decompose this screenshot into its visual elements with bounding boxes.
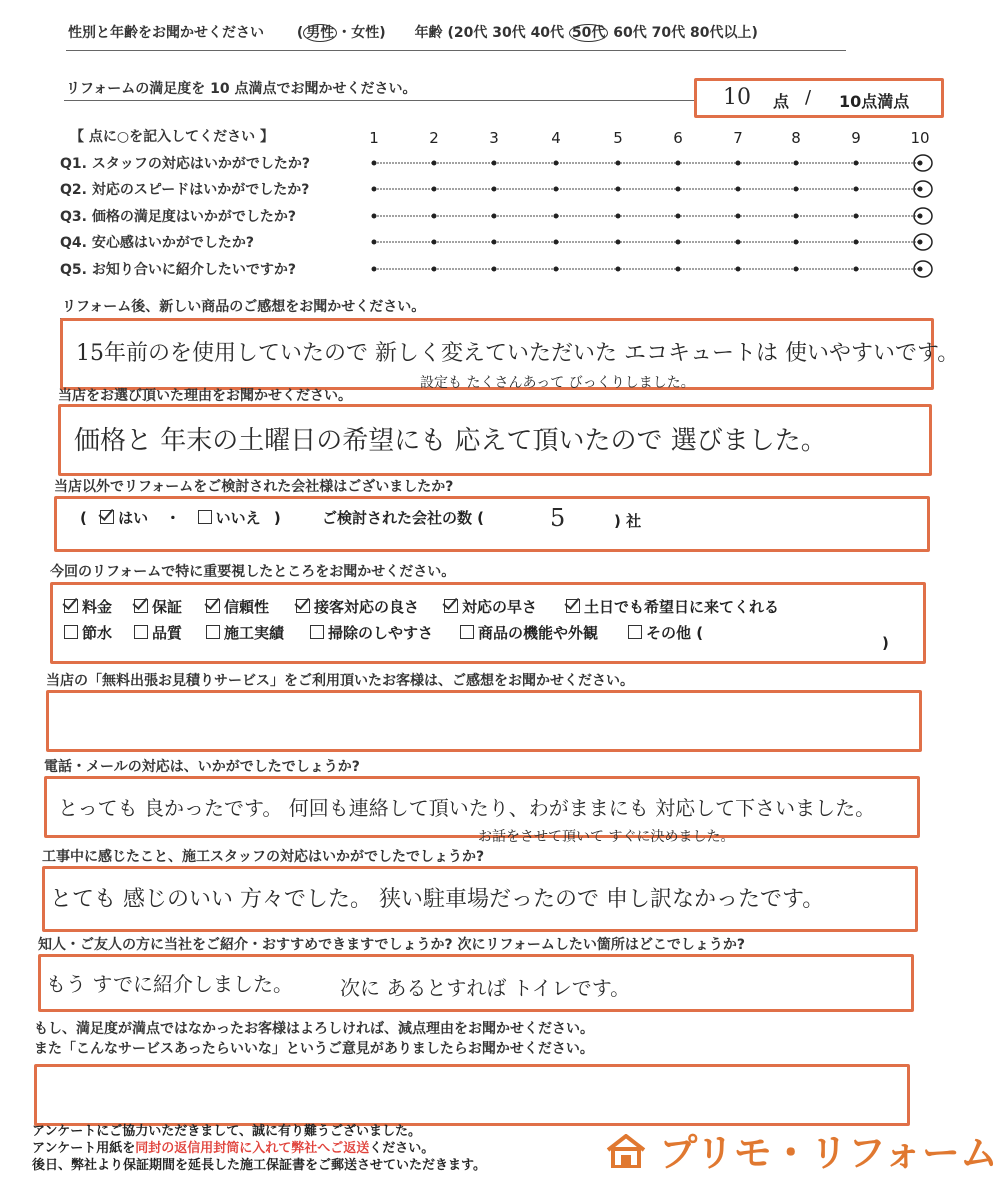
- scale-instruction: 【 点に○を記入してください 】: [70, 129, 274, 145]
- reason-answer: 価格と 年末の土曜日の希望にも 応えて頂いたので 選びました。: [74, 426, 827, 456]
- recommend-question: 知人・ご友人の方に当社をご紹介・おすすめできますでしょうか? 次にリフォームしたい箇所はどこでしょうか?: [38, 937, 745, 953]
- scale-number-5: 5: [613, 129, 623, 147]
- scale-number-7: 7: [733, 129, 743, 147]
- footer-row2-pre: アンケート用紙を: [32, 1141, 136, 1156]
- scale-point-q5-2[interactable]: [432, 267, 437, 272]
- scale-point-q2-5[interactable]: [616, 187, 621, 192]
- other-companies-question: 当店以外でリフォームをご検討された会社様はございましたか?: [54, 479, 454, 495]
- age-option-70[interactable]: 70代: [651, 25, 686, 41]
- checkbox-priority-row1-item-3[interactable]: [206, 599, 220, 613]
- scale-selected-circle-q4: [914, 234, 932, 250]
- scale-point-q2-3[interactable]: [492, 187, 497, 192]
- scale-point-q5-3[interactable]: [492, 267, 497, 272]
- priority-row2-item-5[interactable]: [460, 622, 598, 643]
- scale-point-q2-8[interactable]: [794, 187, 799, 192]
- priorities-question: 今回のリフォームで特に重要視したところをお聞かせください。: [50, 564, 456, 580]
- scale-point-q2-4[interactable]: [554, 187, 559, 192]
- scale-number-2: 2: [429, 129, 439, 147]
- scale-number-6: 6: [673, 129, 683, 147]
- scale-point-q3-3[interactable]: [492, 214, 497, 219]
- scale-point-q1-1[interactable]: [372, 161, 377, 166]
- scale-point-q5-1[interactable]: [372, 267, 377, 272]
- scale-point-q4-8[interactable]: [794, 240, 799, 245]
- age-option-30[interactable]: 30代: [492, 25, 526, 41]
- scale-point-q3-7[interactable]: [736, 214, 741, 219]
- phone-mail-answer-line2: お話をさせて頂いて すぐに決めました。: [478, 829, 735, 845]
- age-option-20[interactable]: (20代: [447, 25, 488, 41]
- scale-point-q5-7[interactable]: [736, 267, 741, 272]
- company-count-value[interactable]: 5: [550, 504, 566, 532]
- other-companies-yes[interactable]: はい: [100, 509, 148, 527]
- priority-row1-item-1[interactable]: [64, 596, 112, 617]
- satisfaction-max-label: 10点満点: [839, 92, 910, 111]
- scale-point-q4-3[interactable]: [492, 240, 497, 245]
- gender-option-male[interactable]: 男性: [303, 24, 337, 42]
- priority-row1-item-label-3: 信頼性: [224, 598, 270, 616]
- improvement-question-line2: また「こんなサービスあったらいいな」というご意見がありましたらお聞かせください。: [34, 1041, 594, 1057]
- priority-row1-item-label-1: 料金: [82, 598, 113, 616]
- phone-mail-answer-line1: とっても 良かったです。 何回も連絡して頂いたり、わがままにも 対応して下さいました。: [58, 796, 876, 820]
- priority-row1-item-label-2: 保証: [152, 598, 183, 616]
- scale-point-q4-2[interactable]: [432, 240, 437, 245]
- scale-point-q3-2[interactable]: [432, 214, 437, 219]
- scale-point-q2-10[interactable]: [918, 187, 923, 192]
- scale-point-q3-1[interactable]: [372, 214, 377, 219]
- checkbox-no[interactable]: [198, 510, 212, 524]
- gender-open-paren: (: [296, 25, 304, 41]
- other-companies-close: ): [273, 509, 281, 527]
- checkbox-priority-row2-item-6[interactable]: [628, 625, 642, 639]
- recommend-answer-b: 次に あるとすれば トイレです。: [340, 976, 631, 1000]
- satisfaction-slash: /: [805, 87, 812, 108]
- scale-point-q2-7[interactable]: [736, 187, 741, 192]
- gender-age-label: 性別と年齢をお聞かせください: [68, 25, 264, 41]
- company-count-suffix: ) 社: [614, 512, 642, 530]
- satisfaction-question: リフォームの満足度を 10 点満点でお聞かせください。: [66, 81, 417, 97]
- rating-scales[interactable]: [0, 0, 1000, 300]
- priority-row2-item-3[interactable]: [206, 622, 284, 643]
- priority-row2-item-6[interactable]: [628, 622, 703, 643]
- priority-row1-item-5[interactable]: [444, 596, 537, 617]
- scale-point-q3-5[interactable]: [616, 214, 621, 219]
- scale-point-q1-9[interactable]: [854, 161, 859, 166]
- footer-row2-red: 同封の返信用封筒に入れて弊社へご返送: [135, 1141, 370, 1156]
- scale-point-q1-10[interactable]: [918, 161, 923, 166]
- priority-row2-item-label-3: 施工実績: [224, 624, 285, 642]
- footer-line1: アンケートにご協力いただきまして、誠に有り難うございました。: [32, 1124, 421, 1139]
- gender-option-female[interactable]: 女性: [351, 25, 380, 41]
- reason-question: 当店をお選び頂いた理由をお聞かせください。: [58, 388, 352, 404]
- age-option-80[interactable]: 80代以上): [690, 25, 758, 41]
- scale-point-q3-8[interactable]: [794, 214, 799, 219]
- scale-selected-circle-q1: [914, 155, 932, 171]
- checkbox-priority-row2-item-5[interactable]: [460, 625, 474, 639]
- scale-point-q5-6[interactable]: [676, 267, 681, 272]
- scale-point-q4-6[interactable]: [676, 240, 681, 245]
- satisfaction-unit: 点: [773, 92, 790, 111]
- priority-row1-item-label-6: 土日でも希望日に来てくれる: [584, 598, 780, 616]
- scale-number-1: 1: [369, 129, 379, 147]
- scale-point-q5-5[interactable]: [616, 267, 621, 272]
- priority-row2-item-2[interactable]: [134, 622, 182, 643]
- priority-row1-item-2[interactable]: [134, 596, 182, 617]
- footer-row3-display: 後日、弊社より保証期間を延長した施工保証書をご郵送させていただきます。: [32, 1158, 486, 1173]
- scale-point-q1-5[interactable]: [616, 161, 621, 166]
- checkbox-priority-row1-item-6[interactable]: [566, 599, 580, 613]
- priority-row2-item-1[interactable]: [64, 622, 112, 643]
- recommend-answer-a: もう すでに紹介しました。: [46, 972, 293, 996]
- scale-point-q1-3[interactable]: [492, 161, 497, 166]
- other-companies-open: (: [80, 509, 87, 527]
- checkbox-priority-row2-item-1[interactable]: [64, 625, 78, 639]
- footer-row2-post: ください。: [369, 1141, 435, 1156]
- scale-question-q3: Q3. 価格の満足度はいかがでしたか?: [60, 209, 296, 225]
- improvement-answer-box[interactable]: [34, 1064, 910, 1126]
- scale-point-q4-7[interactable]: [736, 240, 741, 245]
- scale-point-q5-4[interactable]: [554, 267, 559, 272]
- scale-point-q4-9[interactable]: [854, 240, 859, 245]
- priority-row2-item-label-2: 品質: [152, 624, 183, 642]
- scale-question-q5: Q5. お知り合いに紹介したいですか?: [60, 262, 296, 278]
- priority-row1-item-label-5: 対応の早さ: [462, 598, 538, 616]
- other-companies-options: [80, 507, 484, 528]
- priority-other-close: ): [882, 634, 889, 652]
- priority-row1-item-6[interactable]: [566, 596, 779, 617]
- new-product-question: リフォーム後、新しい商品のご感想をお聞かせください。: [62, 299, 426, 315]
- priority-row1-item-4[interactable]: [296, 596, 419, 617]
- checkbox-yes[interactable]: [100, 510, 114, 524]
- improvement-question-line1: もし、満足度が満点ではなかったお客様はよろしければ、減点理由をお聞かせください。: [34, 1021, 594, 1037]
- scale-number-3: 3: [489, 129, 499, 147]
- checkbox-priority-row2-item-2[interactable]: [134, 625, 148, 639]
- scale-point-q1-6[interactable]: [676, 161, 681, 166]
- priority-row2-item-label-1: 節水: [82, 624, 113, 642]
- scale-number-9: 9: [851, 129, 861, 147]
- scale-point-q1-8[interactable]: [794, 161, 799, 166]
- checkbox-priority-row2-item-3[interactable]: [206, 625, 220, 639]
- house-icon: [606, 1133, 646, 1165]
- scale-point-q4-5[interactable]: [616, 240, 621, 245]
- age-option-40[interactable]: 40代: [530, 25, 565, 41]
- checkbox-priority-row1-item-1[interactable]: [64, 599, 78, 613]
- construction-question: 工事中に感じたこと、施工スタッフの対応はいかがでしたでしょうか?: [42, 849, 485, 865]
- priority-row2-item-label-6: その他 (: [646, 624, 704, 642]
- checkbox-priority-row1-item-5[interactable]: [444, 599, 458, 613]
- checkbox-priority-row2-item-4[interactable]: [310, 625, 324, 639]
- scale-point-q5-10[interactable]: [918, 267, 923, 272]
- age-option-50[interactable]: 50代: [569, 24, 608, 42]
- new-product-answer-line1: 15年前のを使用していたので 新しく変えていただいた エコキュートは 使いやすいです。: [76, 341, 960, 366]
- scale-point-q5-8[interactable]: [794, 267, 799, 272]
- estimate-service-answer-box[interactable]: [46, 690, 922, 752]
- scale-point-q2-6[interactable]: [676, 187, 681, 192]
- scale-point-q1-2[interactable]: [432, 161, 437, 166]
- scale-point-q5-9[interactable]: [854, 267, 859, 272]
- estimate-service-question: 当店の「無料出張お見積りサービス」をご利用頂いたお客様は、ご感想をお聞かせください。: [46, 673, 634, 689]
- scale-question-q2: Q2. 対応のスピードはいかがでしたか?: [60, 182, 310, 198]
- scale-question-q4: Q4. 安心感はいかがでしたか?: [60, 235, 254, 251]
- scale-selected-circle-q5: [914, 261, 932, 277]
- company-logo: [606, 1122, 998, 1175]
- scale-point-q4-4[interactable]: [554, 240, 559, 245]
- other-companies-no[interactable]: いいえ: [198, 509, 261, 527]
- scale-point-q3-4[interactable]: [554, 214, 559, 219]
- gender-separator: ・: [337, 25, 352, 41]
- checkbox-priority-row1-item-4[interactable]: [296, 599, 310, 613]
- scale-number-4: 4: [551, 129, 561, 147]
- priority-row2-item-4[interactable]: [310, 622, 433, 643]
- scale-point-q3-9[interactable]: [854, 214, 859, 219]
- scale-question-q1: Q1. スタッフの対応はいかがでしたか?: [60, 156, 310, 172]
- scale-point-q4-1[interactable]: [372, 240, 377, 245]
- scale-point-q2-1[interactable]: [372, 187, 377, 192]
- new-product-answer-line2: 設定も たくさんあって びっくりしました。: [420, 375, 695, 391]
- scale-number-8: 8: [791, 129, 801, 147]
- priority-row1-item-label-4: 接客対応の良さ: [314, 598, 420, 616]
- scale-point-q1-4[interactable]: [554, 161, 559, 166]
- construction-answer: とても 感じのいい 方々でした。 狭い駐車場だったので 申し訳なかったです。: [50, 887, 825, 912]
- scale-point-q3-10[interactable]: [918, 214, 923, 219]
- scale-selected-circle-q2: [914, 181, 932, 197]
- phone-mail-question: 電話・メールの対応は、いかがでしたでしょうか?: [44, 759, 360, 775]
- age-label: 年齢: [414, 25, 443, 41]
- logo-text: プリモ・リフォーム: [659, 1131, 998, 1175]
- gender-close-paren: ): [379, 25, 386, 41]
- scale-selected-circle-q3: [914, 208, 932, 224]
- scale-point-q2-9[interactable]: [854, 187, 859, 192]
- priority-row2-item-label-4: 掃除のしやすさ: [328, 624, 434, 642]
- scale-point-q2-2[interactable]: [432, 187, 437, 192]
- priority-row2-item-label-5: 商品の機能や外観: [478, 624, 599, 642]
- priority-row1-item-3[interactable]: [206, 596, 269, 617]
- scale-point-q3-6[interactable]: [676, 214, 681, 219]
- scale-number-10: 10: [910, 129, 930, 147]
- satisfaction-score: 10: [723, 85, 751, 110]
- scale-point-q4-10[interactable]: [918, 240, 923, 245]
- age-option-60[interactable]: 60代: [613, 25, 647, 41]
- checkbox-priority-row1-item-2[interactable]: [134, 599, 148, 613]
- company-count-label: ご検討された会社の数 (: [321, 509, 485, 527]
- other-companies-sep: ・: [165, 509, 181, 527]
- scale-point-q1-7[interactable]: [736, 161, 741, 166]
